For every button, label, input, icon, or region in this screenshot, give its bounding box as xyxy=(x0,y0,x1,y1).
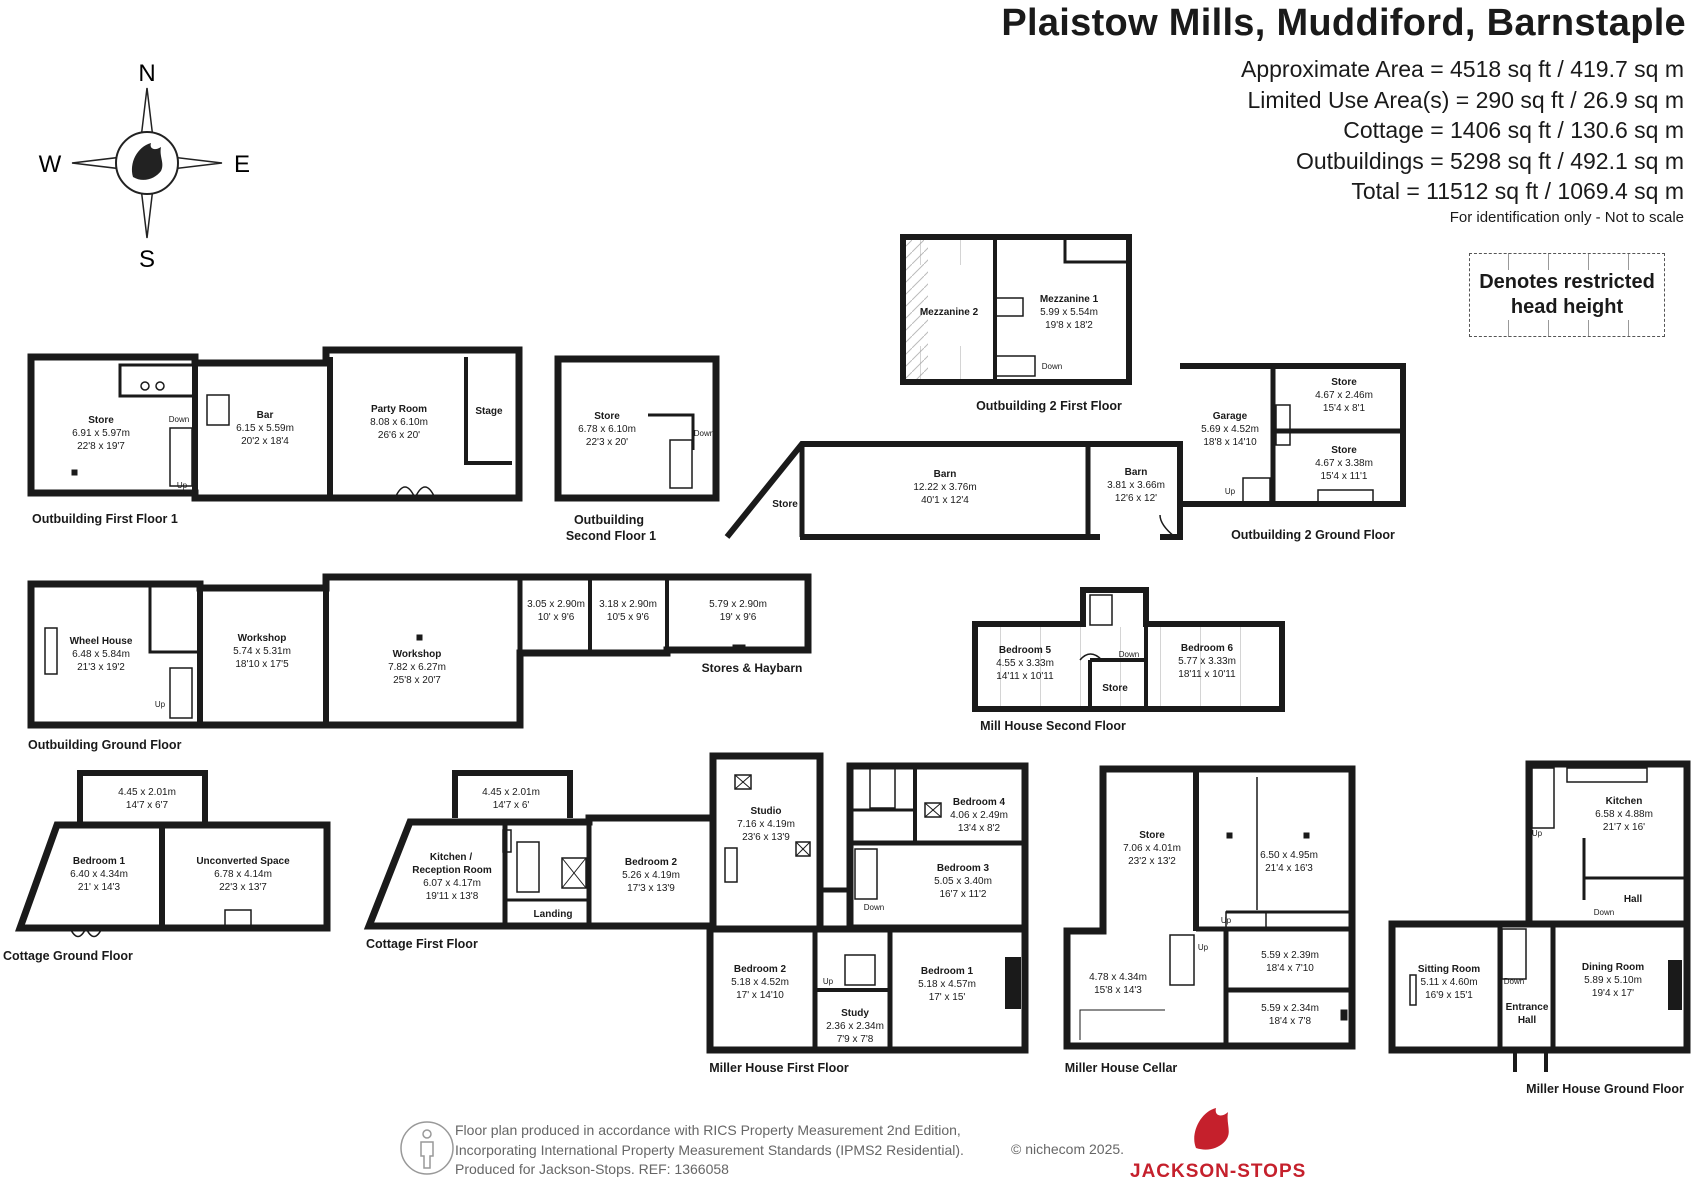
room-name: Mezzanine 1 xyxy=(1039,294,1099,305)
room-name: Studio xyxy=(750,806,782,817)
room-metric: 4.45 x 2.01m xyxy=(118,787,176,798)
fox-logo-icon xyxy=(1194,1108,1229,1150)
plan-label-outbuilding-ground-floor: Outbuilding Ground Floor xyxy=(28,738,182,752)
stair-label: Up xyxy=(1197,943,1209,952)
stair-label: Up xyxy=(154,700,166,709)
plan-label-miller-house-first-floor: Miller House First Floor xyxy=(709,1061,849,1075)
room-metric: 4.55 x 3.33m xyxy=(996,658,1054,669)
room-imperial: 18'8 x 14'10 xyxy=(1203,437,1257,448)
compass-s: S xyxy=(138,246,156,273)
room-metric: 5.05 x 3.40m xyxy=(934,876,992,887)
room-metric: 6.78 x 6.10m xyxy=(578,424,636,435)
footer-text xyxy=(455,1121,964,1180)
plan-label-outbuilding-second-floor-1-line2: Second Floor 1 xyxy=(565,529,657,543)
stair-label: Down xyxy=(1041,362,1063,371)
room-name: Entrance xyxy=(1505,1002,1549,1013)
room-imperial: 21'3 x 19'2 xyxy=(77,662,125,673)
plan-cottage-first-floor xyxy=(369,773,713,926)
room-metric: 6.48 x 5.84m xyxy=(72,649,130,660)
compass-e: E xyxy=(233,151,251,178)
room-imperial: 10'5 x 9'6 xyxy=(606,612,650,623)
compass-w: W xyxy=(38,151,62,178)
plan-label-outbuilding-2-first-floor: Outbuilding 2 First Floor xyxy=(976,399,1122,413)
stair-label: Up xyxy=(1224,487,1236,496)
room-name: Wheel House xyxy=(69,636,133,647)
room-imperial: 14'7 x 6' xyxy=(492,800,530,811)
area-line: Approximate Area = 4518 sq ft / 419.7 sq m xyxy=(1240,56,1684,82)
room-metric: 4.67 x 2.46m xyxy=(1315,390,1373,401)
room-name: Store xyxy=(1139,830,1165,841)
room-metric: 3.18 x 2.90m xyxy=(599,599,657,610)
room-imperial: 14'7 x 6'7 xyxy=(125,800,169,811)
footer-line-1: Floor plan produced in accordance with RICS Property Measurement 2nd Edition, xyxy=(455,1122,961,1138)
room-imperial: 22'8 x 19'7 xyxy=(77,441,125,452)
room-imperial: 25'8 x 20'7 xyxy=(393,675,441,686)
stair-label: Down xyxy=(1118,650,1140,659)
room-imperial: 15'4 x 11'1 xyxy=(1320,471,1368,482)
stair-label: Down xyxy=(168,415,190,424)
room-imperial: 26'6 x 20' xyxy=(377,430,421,441)
room-metric: 6.07 x 4.17m xyxy=(423,878,481,889)
room-name: Bedroom 2 xyxy=(733,964,787,975)
room-metric: 7.82 x 6.27m xyxy=(388,662,446,673)
room-metric: 3.05 x 2.90m xyxy=(527,599,585,610)
plan-label-miller-house-ground-floor: Miller House Ground Floor xyxy=(1526,1082,1684,1096)
area-line: Outbuildings = 5298 sq ft / 492.1 sq m xyxy=(1295,147,1684,174)
room-name: Barn xyxy=(933,469,957,480)
stair-label: Up xyxy=(1220,916,1232,925)
room-imperial: 16'9 x 15'1 xyxy=(1425,990,1473,1001)
plan-label-cottage-first-floor: Cottage First Floor xyxy=(366,937,478,951)
room-name: Garage xyxy=(1212,411,1248,422)
room-imperial: 18'4 x 7'10 xyxy=(1266,963,1314,974)
labels-miller-house-ground-floor xyxy=(1418,796,1653,1026)
room-name: Store xyxy=(772,499,798,510)
room-name: Dining Room xyxy=(1581,962,1645,973)
stair-label: Up xyxy=(822,977,834,986)
room-metric: 5.77 x 3.33m xyxy=(1178,656,1236,667)
room-name: Bedroom 1 xyxy=(920,966,974,977)
room-name: Hall xyxy=(1517,1015,1537,1026)
room-name: Workshop xyxy=(237,633,287,644)
room-name: Party Room xyxy=(370,404,428,415)
room-name: Hall xyxy=(1623,894,1643,905)
room-imperial: 18'10 x 17'5 xyxy=(235,659,289,670)
room-metric: 4.67 x 3.38m xyxy=(1315,458,1373,469)
room-imperial: 15'8 x 14'3 xyxy=(1094,985,1142,996)
room-imperial: 17' x 15' xyxy=(928,992,966,1003)
room-imperial: 23'2 x 13'2 xyxy=(1128,856,1176,867)
brand-wordmark: JACKSON-STOPS xyxy=(1130,1161,1307,1182)
plan-label-cottage-ground-floor: Cottage Ground Floor xyxy=(3,949,133,963)
room-metric: 5.18 x 4.52m xyxy=(731,977,789,988)
room-metric: 6.58 x 4.88m xyxy=(1595,809,1653,820)
area-line: Limited Use Area(s) = 290 sq ft / 26.9 sq m xyxy=(1247,86,1684,113)
stair-label: Down xyxy=(1593,908,1615,917)
room-imperial: 13'4 x 8'2 xyxy=(957,823,1001,834)
room-name: Stage xyxy=(475,406,503,417)
room-metric: 6.78 x 4.14m xyxy=(214,869,272,880)
plan-label-outbuilding-first-floor-1: Outbuilding First Floor 1 xyxy=(32,512,178,526)
copyright: © nichecom 2025. xyxy=(1011,1141,1125,1157)
stair-label: Down xyxy=(863,903,885,912)
page-title: Plaistow Mills, Muddiford, Barnstaple xyxy=(1001,2,1686,44)
room-metric: 4.45 x 2.01m xyxy=(482,787,540,798)
area-summary xyxy=(1241,54,1684,207)
room-metric: 4.78 x 4.34m xyxy=(1089,972,1147,983)
room-imperial: 19'4 x 17' xyxy=(1591,988,1635,999)
scale-note: For identification only - Not to scale xyxy=(1449,209,1684,226)
room-name: Bedroom 4 xyxy=(952,797,1006,808)
room-metric: 5.69 x 4.52m xyxy=(1201,424,1259,435)
room-imperial: 19'8 x 18'2 xyxy=(1045,320,1093,331)
room-metric: 5.26 x 4.19m xyxy=(622,870,680,881)
legend-line-1: Denotes restricted xyxy=(1475,271,1659,293)
room-imperial: 40'1 x 12'4 xyxy=(921,495,969,506)
stair-label: Down xyxy=(693,429,715,438)
room-imperial: 10' x 9'6 xyxy=(537,612,575,623)
room-name: Kitchen xyxy=(1605,796,1643,807)
room-name: Store xyxy=(88,415,114,426)
room-imperial: 21'4 x 16'3 xyxy=(1265,863,1313,874)
compass-rose xyxy=(39,60,250,273)
compass-n: N xyxy=(138,60,156,87)
labels-outbuilding-first-floor-1 xyxy=(72,404,503,490)
room-name: Bedroom 2 xyxy=(624,857,678,868)
room-imperial: 14'11 x 10'11 xyxy=(996,671,1054,682)
room-imperial: 18'11 x 10'11 xyxy=(1178,669,1236,680)
legend-line-2: head height xyxy=(1507,296,1627,318)
room-name: Bedroom 5 xyxy=(998,645,1052,656)
plan-label-outbuilding-2-ground-floor: Outbuilding 2 Ground Floor xyxy=(1231,528,1395,542)
room-imperial: 16'7 x 11'2 xyxy=(939,889,987,900)
room-metric: 2.36 x 2.34m xyxy=(826,1021,884,1032)
room-metric: 6.40 x 4.34m xyxy=(70,869,128,880)
plan-label-mill-house-second-floor: Mill House Second Floor xyxy=(980,719,1126,733)
stair-label: Up xyxy=(1531,829,1543,838)
room-name: Store xyxy=(1102,683,1128,694)
room-name: Store xyxy=(594,411,620,422)
room-imperial: 12'6 x 12' xyxy=(1114,493,1158,504)
room-metric: 6.50 x 4.95m xyxy=(1260,850,1318,861)
room-name: Bedroom 6 xyxy=(1180,643,1234,654)
room-imperial: 17'3 x 13'9 xyxy=(627,883,675,894)
room-imperial: 22'3 x 20' xyxy=(585,437,629,448)
room-metric: 3.81 x 3.66m xyxy=(1107,480,1165,491)
room-metric: 6.91 x 5.97m xyxy=(72,428,130,439)
footer-line-2: Incorporating International Property Measurement Standards (IPMS2 Residential). xyxy=(455,1141,964,1158)
plan-outbuilding-2-ground-floor xyxy=(727,366,1403,537)
room-name: Sitting Room xyxy=(1417,964,1481,975)
room-metric: 5.89 x 5.10m xyxy=(1584,975,1642,986)
room-imperial: 22'3 x 13'7 xyxy=(219,882,267,893)
stair-label: Down xyxy=(1503,977,1525,986)
plan-label-outbuilding-second-floor-1-line1: Outbuilding xyxy=(573,513,645,527)
room-metric: 4.06 x 2.49m xyxy=(950,810,1008,821)
room-name: Barn xyxy=(1124,467,1148,478)
room-metric: 6.15 x 5.59m xyxy=(236,423,294,434)
room-imperial: 18'4 x 7'8 xyxy=(1268,1016,1312,1027)
room-imperial: 21'7 x 16' xyxy=(1602,822,1646,833)
room-name: Bedroom 1 xyxy=(72,856,126,867)
room-name: Bedroom 3 xyxy=(936,863,990,874)
area-line: Total = 11512 sq ft / 1069.4 sq m xyxy=(1351,178,1684,204)
room-name: Stores & Haybarn xyxy=(701,661,803,675)
person-icon xyxy=(401,1122,453,1174)
room-metric: 5.18 x 4.57m xyxy=(918,979,976,990)
room-name: Reception Room xyxy=(412,865,492,876)
room-metric: 5.11 x 4.60m xyxy=(1420,977,1478,988)
room-name: Workshop xyxy=(392,649,442,660)
room-metric: 7.06 x 4.01m xyxy=(1123,843,1181,854)
plan-label-miller-house-cellar: Miller House Cellar xyxy=(1064,1061,1178,1075)
room-imperial: 15'4 x 8'1 xyxy=(1322,403,1366,414)
room-imperial: 20'2 x 18'4 xyxy=(241,436,289,447)
labels-miller-house-first-floor xyxy=(731,797,1008,1045)
room-metric: 5.59 x 2.39m xyxy=(1261,950,1319,961)
labels-cottage-ground-floor xyxy=(70,787,290,893)
room-imperial: 7'9 x 7'8 xyxy=(836,1034,874,1045)
room-name: Kitchen / xyxy=(429,852,473,863)
room-name: Store xyxy=(1331,377,1357,388)
restricted-height-legend xyxy=(1469,253,1665,337)
room-name: Study xyxy=(841,1008,869,1019)
room-metric: 5.59 x 2.34m xyxy=(1261,1003,1319,1014)
room-name: Unconverted Space xyxy=(196,856,290,867)
stair-label: Up xyxy=(176,481,188,490)
room-metric: 5.79 x 2.90m xyxy=(709,599,767,610)
footer-line-3: Produced for Jackson-Stops. REF: 1366058 xyxy=(455,1161,729,1177)
room-metric: 7.16 x 4.19m xyxy=(737,819,795,830)
room-imperial: 17' x 14'10 xyxy=(736,990,784,1001)
room-name: Store xyxy=(1331,445,1357,456)
room-imperial: 21' x 14'3 xyxy=(77,882,121,893)
room-metric: 8.08 x 6.10m xyxy=(370,417,428,428)
room-imperial: 19'11 x 13'8 xyxy=(425,891,479,902)
room-metric: 5.99 x 5.54m xyxy=(1040,307,1098,318)
room-metric: 5.74 x 5.31m xyxy=(233,646,291,657)
room-imperial: 19' x 9'6 xyxy=(719,612,757,623)
room-imperial: 23'6 x 13'9 xyxy=(742,832,790,843)
room-name: Bar xyxy=(256,410,274,421)
area-line: Cottage = 1406 sq ft / 130.6 sq m xyxy=(1343,117,1684,143)
room-name: Mezzanine 2 xyxy=(919,307,979,318)
room-name: Landing xyxy=(533,909,573,920)
labels-outbuilding-ground-floor xyxy=(70,599,803,709)
room-metric: 12.22 x 3.76m xyxy=(913,482,977,493)
